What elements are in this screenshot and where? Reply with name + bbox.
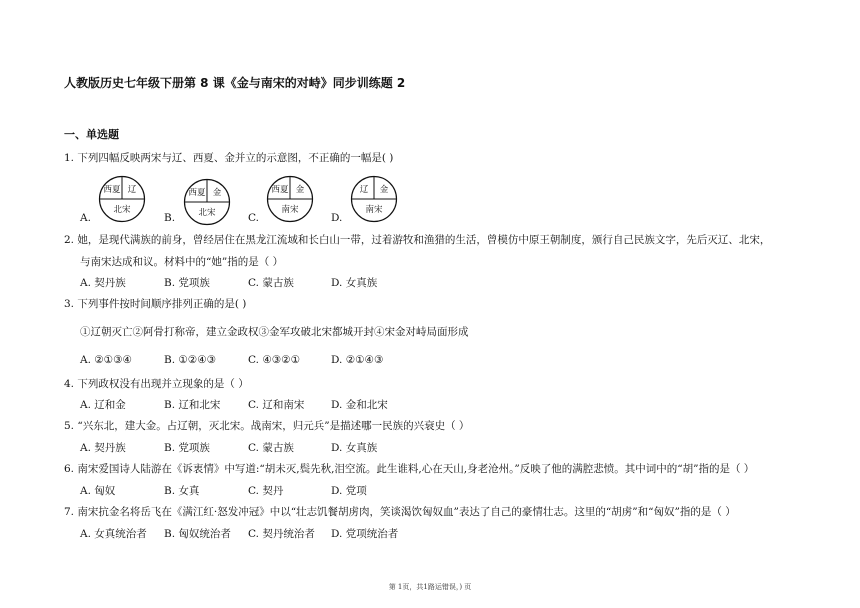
q4-option-a: A. 辽和金	[80, 399, 126, 411]
q1-label-a: A.	[80, 212, 91, 224]
q1-diagram-a	[98, 175, 146, 223]
q3-option-d: D. ②①④③	[331, 354, 384, 366]
q3-option-c: C. ④③②①	[248, 354, 300, 366]
region-bottom: 南宋	[281, 205, 299, 215]
q3-option-b: B. ①②④③	[164, 354, 217, 366]
q1-label-d: D.	[331, 212, 343, 224]
q4-option-b: B. 辽和北宋	[164, 399, 221, 411]
q1-label-c: C.	[248, 212, 259, 224]
q7-option-c: C. 契丹统治者	[248, 528, 315, 540]
q6-option-a: A. 匈奴	[80, 485, 116, 497]
region-top-left: 辽	[359, 185, 369, 195]
region-bottom: 北宋	[113, 205, 131, 215]
q7-option-a: A. 女真统治者	[80, 528, 147, 540]
q3-option-a: A. ②①③④	[80, 354, 132, 366]
question-2-line-1: 2. 她，是现代满族的前身，曾经居住在黑龙江流域和长白山一带，过着游牧和渔猎的生活，曾模仿中原王朝制度，颁行自己民族文字，先后灭辽、北宋，	[64, 234, 771, 246]
region-top-right: 金	[379, 185, 389, 195]
q1-diagram-b	[183, 178, 231, 226]
q5-option-a: A. 契丹族	[80, 442, 126, 454]
q2-option-d: D. 女真族	[331, 277, 378, 289]
q7-option-d: D. 党项统治者	[331, 528, 399, 540]
region-bottom: 南宋	[365, 205, 383, 215]
q6-option-d: D. 党项	[331, 485, 367, 497]
q2-option-a: A. 契丹族	[80, 277, 126, 289]
question-2-line-2: 与南宋达成和议。材料中的“她”指的是（ ）	[80, 256, 284, 268]
q5-option-d: D. 女真族	[331, 442, 378, 454]
region-top-left: 西夏	[188, 188, 206, 198]
question-6-stem: 6. 南宋爱国诗人陆游在《诉衷情》中写道:“胡未灭,鬓先秋,泪空流。此生谁料,心在天山,身老沧州。”反映了他的满腔悲愤。其中词中的“胡”指的是（ ）	[64, 463, 755, 475]
q2-option-b: B. 党项族	[164, 277, 210, 289]
region-top-left: 西夏	[103, 185, 121, 195]
q5-option-c: C. 蒙古族	[248, 442, 294, 454]
question-4-stem: 4. 下列政权没有出现并立现象的是（ ）	[64, 378, 249, 390]
question-5-stem: 5. “兴东北，建大金。占辽朝，灭北宋。战南宋，归元兵”是描述哪一民族的兴衰史（ ）	[64, 420, 470, 432]
region-top-right: 辽	[127, 185, 137, 195]
question-3-stem: 3. 下列事件按时间顺序排列正确的是( )	[64, 298, 247, 310]
q4-option-c: C. 辽和南宋	[248, 399, 305, 411]
q6-option-c: C. 契丹	[248, 485, 284, 497]
question-1-stem: 1. 下列四幅反映两宋与辽、西夏、金并立的示意图，不正确的一幅是( )	[64, 152, 394, 164]
page-title: 人教版历史七年级下册第 8 课《金与南宋的对峙》同步训练题 2	[64, 76, 406, 90]
region-top-right: 金	[212, 188, 222, 198]
q1-diagram-d	[350, 175, 398, 223]
section-heading: 一、单选题	[64, 128, 119, 141]
region-top-right: 金	[295, 185, 305, 195]
q2-option-c: C. 蒙古族	[248, 277, 294, 289]
page-footer: 第 1页，共1路运错误，) 页	[388, 583, 472, 591]
question-7-stem: 7. 南宋抗金名将岳飞在《满江红·怒发冲冠》中以“壮志饥餐胡虏肉，笑谈渴饮匈奴血”表达了自己的豪情壮志。这里的“胡虏”和“匈奴”指的是（ ）	[64, 506, 736, 518]
q5-option-b: B. 党项族	[164, 442, 210, 454]
q7-option-b: B. 匈奴统治者	[164, 528, 231, 540]
region-bottom: 北宋	[198, 208, 216, 218]
q1-label-b: B.	[164, 212, 176, 224]
region-top-left: 西夏	[271, 185, 289, 195]
question-3-events: ①辽朝灭亡②阿骨打称帝，建立金政权③金军攻破北宋都城开封④宋金对峙局面形成	[80, 326, 469, 338]
q6-option-b: B. 女真	[164, 485, 200, 497]
q4-option-d: D. 金和北宋	[331, 399, 388, 411]
q1-diagram-c	[266, 175, 314, 223]
